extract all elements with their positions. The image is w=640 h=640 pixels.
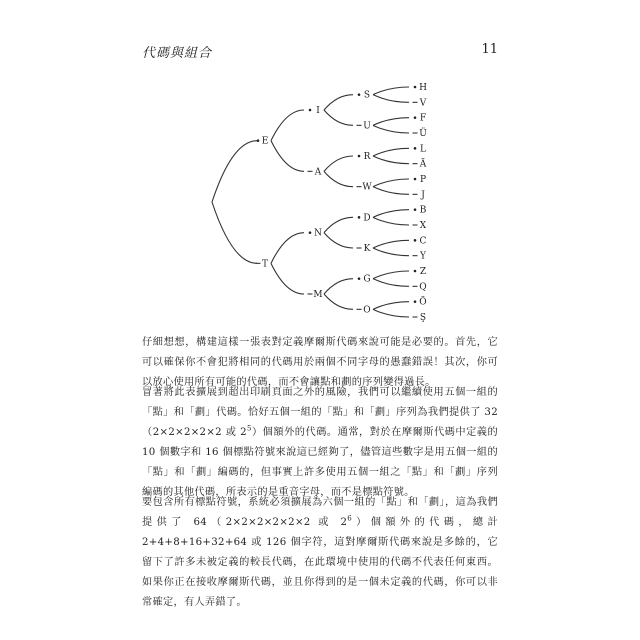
paragraph-2-text-a: 冒著將此表擴展到超出印刷頁面之外的風險，我們可以繼續使用五個一組的「點」和「劃」代碼。恰好五個一組的「點」和「劃」序列為我們提供了 32（2×2×2×2×2 或 2 [142, 387, 498, 438]
dot-marker [414, 147, 417, 150]
tree-letter-q: Q [419, 282, 427, 293]
tree-branch [271, 233, 304, 264]
dot-marker [414, 116, 417, 119]
tree-letter-j: J [421, 190, 425, 201]
tree-letter-ö: Ö [419, 297, 427, 308]
tree-branch [373, 248, 409, 256]
tree-branch [271, 110, 304, 141]
tree-letter-e: E [261, 136, 269, 147]
tree-letter-f: F [419, 113, 427, 124]
tree-letter-w: W [362, 182, 372, 193]
tree-branch [373, 210, 409, 218]
tree-letter-z: Z [419, 267, 427, 277]
tree-branch [271, 141, 304, 172]
tree-branch [324, 279, 353, 294]
tree-branch [373, 279, 409, 287]
tree-letter-v: V [419, 98, 427, 109]
tree-branch [373, 179, 409, 187]
tree-branch [373, 187, 409, 195]
tree-branch [373, 217, 409, 225]
dot-marker [414, 86, 417, 89]
tree-letter-h: H [419, 83, 427, 93]
tree-branch [212, 202, 257, 263]
tree-letter-y: Y [420, 251, 426, 262]
paragraph-3-text-b: ）個額外的代碼，總計 2+4+8+16+32+64 或 126 個字符，這對摩爾斯代碼來說是多餘的，它留下了許多未被定義的較長代碼，在此環境中使用的代碼不代表任何東西。如果你正在接收摩爾斯代碼，並且你得到的是一個未定義的代碼，你可以非常確定，有人弄錯了。 [142, 517, 498, 608]
tree-branch [373, 309, 409, 317]
tree-letter-c: C [419, 236, 427, 247]
dot-marker [414, 300, 417, 303]
tree-letter-o: O [363, 305, 371, 316]
dot-marker [414, 270, 417, 273]
tree-letter-a: A [314, 167, 322, 178]
paragraph-2-exponent: 5 [246, 424, 252, 433]
tree-branch [373, 95, 409, 103]
paragraph-3-exponent: 6 [347, 514, 353, 523]
dot-marker [358, 277, 361, 280]
paragraph-3 [142, 493, 498, 613]
chapter-title: 代碼與組合 [142, 46, 213, 61]
tree-letter-l: L [420, 144, 426, 155]
tree-branch [373, 148, 409, 156]
dot-marker [358, 216, 361, 219]
paragraph-2-text-b: ）個額外的代碼。通常，對於在摩爾斯代碼中定義的 10 個數字和 16 個標點符號來說這已經夠了，儘管這些數字是用五個一組的「點」和「劃」編碼的，但事實上許多使用五個一組之「點」和「劃」序列編碼的其他代碼，所表示的是重音字母，而不是標點符號。 [142, 427, 498, 498]
tree-letter-r: R [363, 152, 371, 162]
dot-marker [414, 239, 417, 242]
paragraph-3-text-a: 要包含所有標點符號，系統必須擴展為六個一組的「點」和「劃」，這為我們提供了 64（2×2×2×2×2×2 或 2 [142, 497, 498, 528]
tree-letter-m: M [313, 290, 323, 300]
tree-letter-d: D [363, 213, 371, 224]
tree-letter-p: P [419, 175, 427, 185]
tree-branch [324, 110, 353, 125]
tree-letter-n: N [314, 228, 322, 239]
paragraph-1: 仔細想想，構建這樣一張表對定義摩爾斯代碼來說可能是必要的。首先，它可以確保你不會犯將相同的代碼用於兩個不同字母的愚蠢錯誤！其次，你可以放心使用所有可能的代碼，而不會讓點和劃的序列變得過長。 [142, 337, 498, 388]
dot-marker [309, 231, 312, 234]
tree-letter-s: S [363, 90, 371, 101]
tree-letter-g: G [363, 274, 371, 285]
tree-letter-i: I [316, 106, 320, 116]
tree-branch [324, 217, 353, 232]
tree-branch [373, 118, 409, 126]
tree-branch [373, 125, 409, 133]
tree-branch [324, 294, 353, 309]
tree-branch [324, 156, 353, 171]
tree-branch [324, 171, 353, 186]
tree-branch [373, 156, 409, 164]
tree-branch [324, 95, 353, 110]
tree-letter-ä: Ä [419, 159, 427, 170]
tree-branch [212, 141, 257, 202]
tree-branch [373, 271, 409, 279]
dot-marker [257, 139, 260, 142]
tree-letter-t: T [261, 259, 269, 270]
tree-letter-u: U [363, 121, 371, 132]
tree-letter-x: X [419, 221, 427, 231]
paragraph-2 [142, 383, 498, 503]
tree-letter-ü: Ü [419, 129, 427, 139]
dot-marker [309, 109, 312, 112]
dot-marker [414, 178, 417, 181]
tree-branch [324, 233, 353, 248]
tree-letter-ş: Ş [419, 313, 427, 323]
page-number: 11 [481, 42, 498, 57]
dot-marker [358, 93, 361, 96]
tree-branch [373, 240, 409, 248]
tree-branch [271, 263, 304, 294]
dot-marker [358, 155, 361, 158]
tree-branch [373, 87, 409, 95]
tree-letter-k: K [363, 244, 371, 254]
tree-branch [373, 302, 409, 310]
tree-letter-b: B [419, 205, 427, 216]
dot-marker [414, 208, 417, 211]
